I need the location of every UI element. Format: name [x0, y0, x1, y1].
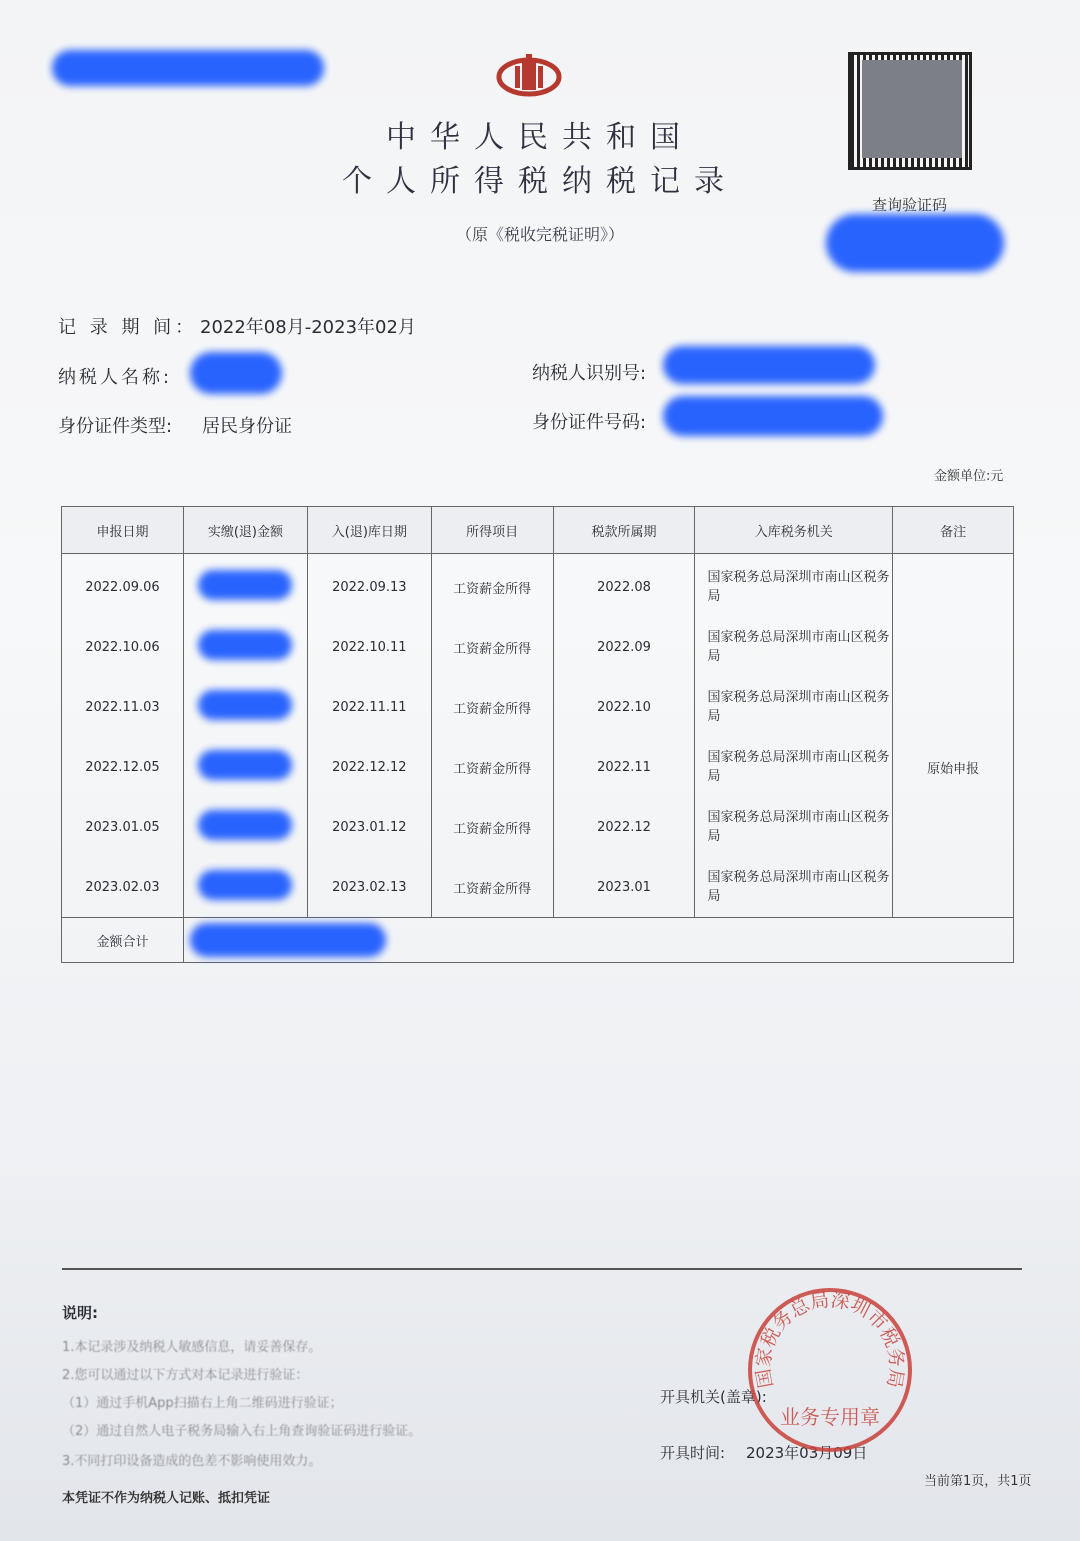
- note-line: 3.不同打印设备造成的色差不影响使用效力。: [62, 1454, 322, 1469]
- note-line: 1.本记录涉及纳税人敏感信息，请妥善保存。: [62, 1340, 322, 1355]
- stock-date: 2022.10.11: [307, 617, 431, 677]
- idno-label: 身份证件号码:: [532, 412, 647, 433]
- col-header-amount: 实缴(退)金额: [183, 507, 307, 554]
- declare-date: 2022.12.05: [62, 737, 184, 797]
- amount-cell: [183, 857, 307, 918]
- remark: [893, 797, 1014, 857]
- declare-date: 2022.11.03: [62, 677, 184, 737]
- remark: [893, 554, 1014, 618]
- col-header-tax-period: 税款所属期: [553, 507, 695, 554]
- period-value: 2022年08月-2023年02月: [200, 317, 416, 338]
- tax-office: 国家税务总局深圳市南山区税务局: [695, 797, 893, 857]
- remark: [893, 677, 1014, 737]
- total-row: [62, 918, 1014, 963]
- redacted-id-number: [663, 396, 883, 436]
- table-header-row: [62, 507, 1014, 554]
- table-row: [62, 857, 1014, 918]
- col-header-remark: 备注: [893, 507, 1014, 554]
- redacted-header-info: [52, 50, 324, 86]
- income-item: 工资薪金所得: [431, 797, 553, 857]
- redacted-verification-code: [826, 214, 1004, 272]
- declare-date: 2023.02.03: [62, 857, 184, 918]
- note-line: （2）通过自然人电子税务局输入右上角查询验证码进行验证。: [62, 1424, 422, 1439]
- divider-line: [62, 1268, 1022, 1270]
- amount-unit: 金额单位:元: [934, 469, 1004, 484]
- amount-cell: [183, 617, 307, 677]
- tax-office: 国家税务总局深圳市南山区税务局: [695, 677, 893, 737]
- stock-date: 2023.01.12: [307, 797, 431, 857]
- tax-period: 2022.09: [553, 617, 695, 677]
- title-line-1: 中华人民共和国: [386, 120, 694, 155]
- idtype-value: 居民身份证: [202, 416, 292, 437]
- tax-office: 国家税务总局深圳市南山区税务局: [695, 617, 893, 677]
- table-row: [62, 737, 1014, 797]
- stock-date: 2022.11.11: [307, 677, 431, 737]
- page-indicator: 当前第1页，共1页: [924, 1474, 1032, 1489]
- issuer-org-label: 开具机关(盖章):: [660, 1388, 767, 1406]
- table-row: [62, 797, 1014, 857]
- svg-text:国家税务总局深圳市税务局: 国家税务总局深圳市税务局: [752, 1289, 908, 1390]
- declare-date: 2022.09.06: [62, 554, 184, 618]
- total-amount-cell: [183, 918, 1013, 963]
- official-seal-icon: [742, 1282, 918, 1458]
- notes-title: 说明:: [62, 1304, 98, 1322]
- col-header-declare-date: 申报日期: [62, 507, 184, 554]
- remark: 原始申报: [893, 737, 1014, 797]
- issuer-time-value: 2023年03月09日: [746, 1444, 868, 1462]
- amount-cell: [183, 797, 307, 857]
- tax-emblem-icon: [495, 52, 563, 98]
- income-item: 工资薪金所得: [431, 857, 553, 918]
- remark: [893, 617, 1014, 677]
- name-label: 纳税人名称:: [58, 367, 173, 388]
- tax-record-table: [61, 506, 1014, 963]
- tax-period: 2022.12: [553, 797, 695, 857]
- stock-date: 2022.09.13: [307, 554, 431, 618]
- declare-date: 2023.01.05: [62, 797, 184, 857]
- table-row: [62, 677, 1014, 737]
- tax-office: 国家税务总局深圳市南山区税务局: [695, 737, 893, 797]
- taxid-label: 纳税人识别号:: [532, 363, 647, 384]
- footer-disclaimer: 本凭证不作为纳税人记账、抵扣凭证: [62, 1491, 271, 1506]
- amount-cell: [183, 677, 307, 737]
- tax-period: 2022.11: [553, 737, 695, 797]
- col-header-stock-date: 入(退)库日期: [307, 507, 431, 554]
- svg-text:业务专用章: 业务专用章: [780, 1405, 880, 1429]
- tax-office: 国家税务总局深圳市南山区税务局: [695, 857, 893, 918]
- tax-period: 2022.08: [553, 554, 695, 618]
- table-row: [62, 554, 1014, 618]
- table-row: [62, 617, 1014, 677]
- issuer-time-label: 开具时间:: [660, 1444, 726, 1462]
- declare-date: 2022.10.06: [62, 617, 184, 677]
- qr-label: 查询验证码: [872, 196, 948, 214]
- tax-period: 2023.01: [553, 857, 695, 918]
- redacted-taxpayer-name: [190, 352, 282, 394]
- income-item: 工资薪金所得: [431, 617, 553, 677]
- amount-cell: [183, 554, 307, 618]
- remark: [893, 857, 1014, 918]
- redacted-taxpayer-id: [663, 346, 875, 384]
- stock-date: 2022.12.12: [307, 737, 431, 797]
- tax-period: 2022.10: [553, 677, 695, 737]
- title-line-2: 个人所得税纳税记录: [342, 164, 738, 199]
- note-line: （1）通过手机App扫描右上角二维码进行验证；: [62, 1396, 343, 1411]
- note-line: 2.您可以通过以下方式对本记录进行验证：: [62, 1368, 309, 1383]
- qr-code-mask: [862, 60, 962, 158]
- subtitle: （原《税收完税证明》）: [455, 225, 624, 244]
- tax-office: 国家税务总局深圳市南山区税务局: [695, 554, 893, 618]
- income-item: 工资薪金所得: [431, 554, 553, 618]
- period-label: 记 录 期 间：: [58, 317, 198, 338]
- col-header-tax-office: 入库税务机关: [695, 507, 893, 554]
- total-label: 金额合计: [62, 918, 184, 963]
- amount-cell: [183, 737, 307, 797]
- income-item: 工资薪金所得: [431, 677, 553, 737]
- col-header-income-item: 所得项目: [431, 507, 553, 554]
- stock-date: 2023.02.13: [307, 857, 431, 918]
- income-item: 工资薪金所得: [431, 737, 553, 797]
- idtype-label: 身份证件类型:: [58, 416, 173, 437]
